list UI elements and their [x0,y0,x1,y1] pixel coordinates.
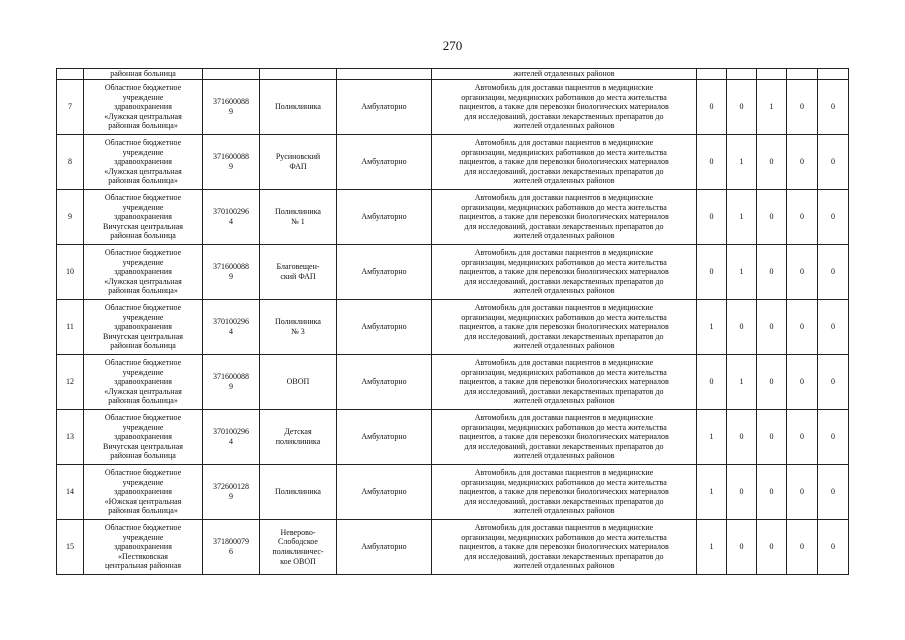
cell-c2: 1 [727,245,757,300]
cell-unit: Поликлиника [260,465,337,520]
cell-code: 370100296 4 [203,300,260,355]
table-row [57,410,849,465]
cell-unit: Неверово- Слободское поликлиничес- кое ОВОП [260,520,337,575]
table-row [57,80,849,135]
cell-c3: 0 [757,355,787,410]
cell-code: 370100296 4 [203,190,260,245]
cell-purpose: Автомобиль для доставки пациентов в медицинские организации, медицинских работников до места жительства пациентов, а также для перевозки биологических материалов для исследований, доставки лекарственных препаратов до жителей отдаленных районов [432,80,697,135]
cell-code: 371600088 9 [203,135,260,190]
cell-purpose: Автомобиль для доставки пациентов в медицинские организации, медицинских работников до места жительства пациентов, а также для перевозки биологических материалов для исследований, доставки лекарственных препаратов до жителей отдаленных районов [432,245,697,300]
cell-c2: 1 [727,135,757,190]
cell-c5: 0 [818,355,849,410]
cell-unit: Поликлиника № 1 [260,190,337,245]
cell-c3: 0 [757,300,787,355]
cell-type: Амбулаторно [337,245,432,300]
cell-c3 [757,69,787,80]
table-row-continued [57,69,849,80]
cell-code: 371800079 6 [203,520,260,575]
cell-purpose: Автомобиль для доставки пациентов в медицинские организации, медицинских работников до места жительства пациентов, а также для перевозки биологических материалов для исследований, доставки лекарственных препаратов до жителей отдаленных районов [432,135,697,190]
cell-type: Амбулаторно [337,520,432,575]
cell-c2: 1 [727,190,757,245]
cell-c3: 0 [757,190,787,245]
cell-c5: 0 [818,80,849,135]
cell-org: Областное бюджетное учреждение здравоохранения «Лужская центральная районная больница» [84,135,203,190]
cell-org: Областное бюджетное учреждение здравоохранения «Пестяковская центральная районная [84,520,203,575]
cell-c3: 0 [757,245,787,300]
cell-c5: 0 [818,410,849,465]
cell-unit: Русиновский ФАП [260,135,337,190]
cell-c5: 0 [818,520,849,575]
cell-c1: 0 [697,80,727,135]
cell-c1: 1 [697,410,727,465]
cell-c1 [697,69,727,80]
cell-num: 9 [57,190,84,245]
cell-c5: 0 [818,465,849,520]
vehicles-table [56,68,849,575]
table-row [57,245,849,300]
cell-c4: 0 [787,355,818,410]
cell-c2: 0 [727,520,757,575]
cell-num: 11 [57,300,84,355]
cell-type: Амбулаторно [337,355,432,410]
cell-c1: 1 [697,520,727,575]
cell-c3: 0 [757,410,787,465]
cell-c2: 0 [727,410,757,465]
cell-c5: 0 [818,135,849,190]
cell-c1: 0 [697,135,727,190]
cell-c5: 0 [818,245,849,300]
cell-c2: 0 [727,300,757,355]
cell-c1: 1 [697,465,727,520]
cell-type: Амбулаторно [337,300,432,355]
cell-c1: 0 [697,245,727,300]
cell-purpose: Автомобиль для доставки пациентов в медицинские организации, медицинских работников до места жительства пациентов, а также для перевозки биологических материалов для исследований, доставки лекарственных препаратов до жителей отдаленных районов [432,410,697,465]
cell-c2: 0 [727,80,757,135]
cell-org: Областное бюджетное учреждение здравоохранения «Лужская центральная районная больница» [84,245,203,300]
cell-unit: ОВОП [260,355,337,410]
cell-c3: 0 [757,520,787,575]
cell-unit: Благовещен- ский ФАП [260,245,337,300]
cell-code [203,69,260,80]
cell-num: 8 [57,135,84,190]
cell-c3: 0 [757,135,787,190]
cell-c1: 0 [697,190,727,245]
cell-type: Амбулаторно [337,135,432,190]
cell-c4: 0 [787,190,818,245]
cell-c4: 0 [787,410,818,465]
cell-c2 [727,69,757,80]
cell-type: Амбулаторно [337,80,432,135]
table-row [57,520,849,575]
cell-unit [260,69,337,80]
cell-org: Областное бюджетное учреждение здравоохранения «Южская центральная районная больница» [84,465,203,520]
cell-c5: 0 [818,190,849,245]
cell-c4: 0 [787,80,818,135]
cell-type: Амбулаторно [337,410,432,465]
cell-num: 13 [57,410,84,465]
cell-code: 370100296 4 [203,410,260,465]
cell-num [57,69,84,80]
cell-num: 10 [57,245,84,300]
cell-c5: 0 [818,300,849,355]
cell-c2: 0 [727,465,757,520]
cell-org: Областное бюджетное учреждение здравоохранения Вичугская центральная районная больница [84,300,203,355]
table-row [57,465,849,520]
cell-num: 14 [57,465,84,520]
cell-code: 372600128 9 [203,465,260,520]
cell-type [337,69,432,80]
page-number: 270 [442,38,463,53]
table-row [57,190,849,245]
cell-c1: 1 [697,300,727,355]
cell-org: Областное бюджетное учреждение здравоохранения «Лужская центральная районная больница» [84,80,203,135]
cell-c1: 0 [697,355,727,410]
cell-purpose: Автомобиль для доставки пациентов в медицинские организации, медицинских работников до места жительства пациентов, а также для перевозки биологических материалов для исследований, доставки лекарственных препаратов до жителей отдаленных районов [432,355,697,410]
cell-org: районная больница [84,69,203,80]
cell-c4: 0 [787,465,818,520]
cell-code: 371600088 9 [203,245,260,300]
cell-org: Областное бюджетное учреждение здравоохранения Вичугская центральная районная больница [84,410,203,465]
cell-num: 15 [57,520,84,575]
cell-purpose: Автомобиль для доставки пациентов в медицинские организации, медицинских работников до места жительства пациентов, а также для перевозки биологических материалов для исследований, доставки лекарственных препаратов до жителей отдаленных районов [432,520,697,575]
cell-c4: 0 [787,245,818,300]
cell-c5 [818,69,849,80]
cell-c4: 0 [787,300,818,355]
cell-c4 [787,69,818,80]
cell-purpose: Автомобиль для доставки пациентов в медицинские организации, медицинских работников до места жительства пациентов, а также для перевозки биологических материалов для исследований, доставки лекарственных препаратов до жителей отдаленных районов [432,190,697,245]
cell-org: Областное бюджетное учреждение здравоохранения «Лужская центральная районная больница» [84,355,203,410]
cell-c2: 1 [727,355,757,410]
cell-c3: 1 [757,80,787,135]
cell-code: 371600088 9 [203,355,260,410]
table-row [57,355,849,410]
cell-purpose: Автомобиль для доставки пациентов в медицинские организации, медицинских работников до места жительства пациентов, а также для перевозки биологических материалов для исследований, доставки лекарственных препаратов до жителей отдаленных районов [432,465,697,520]
cell-purpose: жителей отдаленных районов [432,69,697,80]
table-row [57,300,849,355]
cell-org: Областное бюджетное учреждение здравоохранения Вичугская центральная районная больница [84,190,203,245]
cell-code: 371600088 9 [203,80,260,135]
cell-num: 12 [57,355,84,410]
cell-c4: 0 [787,520,818,575]
cell-unit: Поликлиника № 3 [260,300,337,355]
cell-c3: 0 [757,465,787,520]
cell-num: 7 [57,80,84,135]
cell-type: Амбулаторно [337,190,432,245]
cell-purpose: Автомобиль для доставки пациентов в медицинские организации, медицинских работников до места жительства пациентов, а также для перевозки биологических материалов для исследований, доставки лекарственных препаратов до жителей отдаленных районов [432,300,697,355]
cell-c4: 0 [787,135,818,190]
table-row [57,135,849,190]
cell-unit: Поликлиника [260,80,337,135]
cell-unit: Детская поликлиника [260,410,337,465]
cell-type: Амбулаторно [337,465,432,520]
